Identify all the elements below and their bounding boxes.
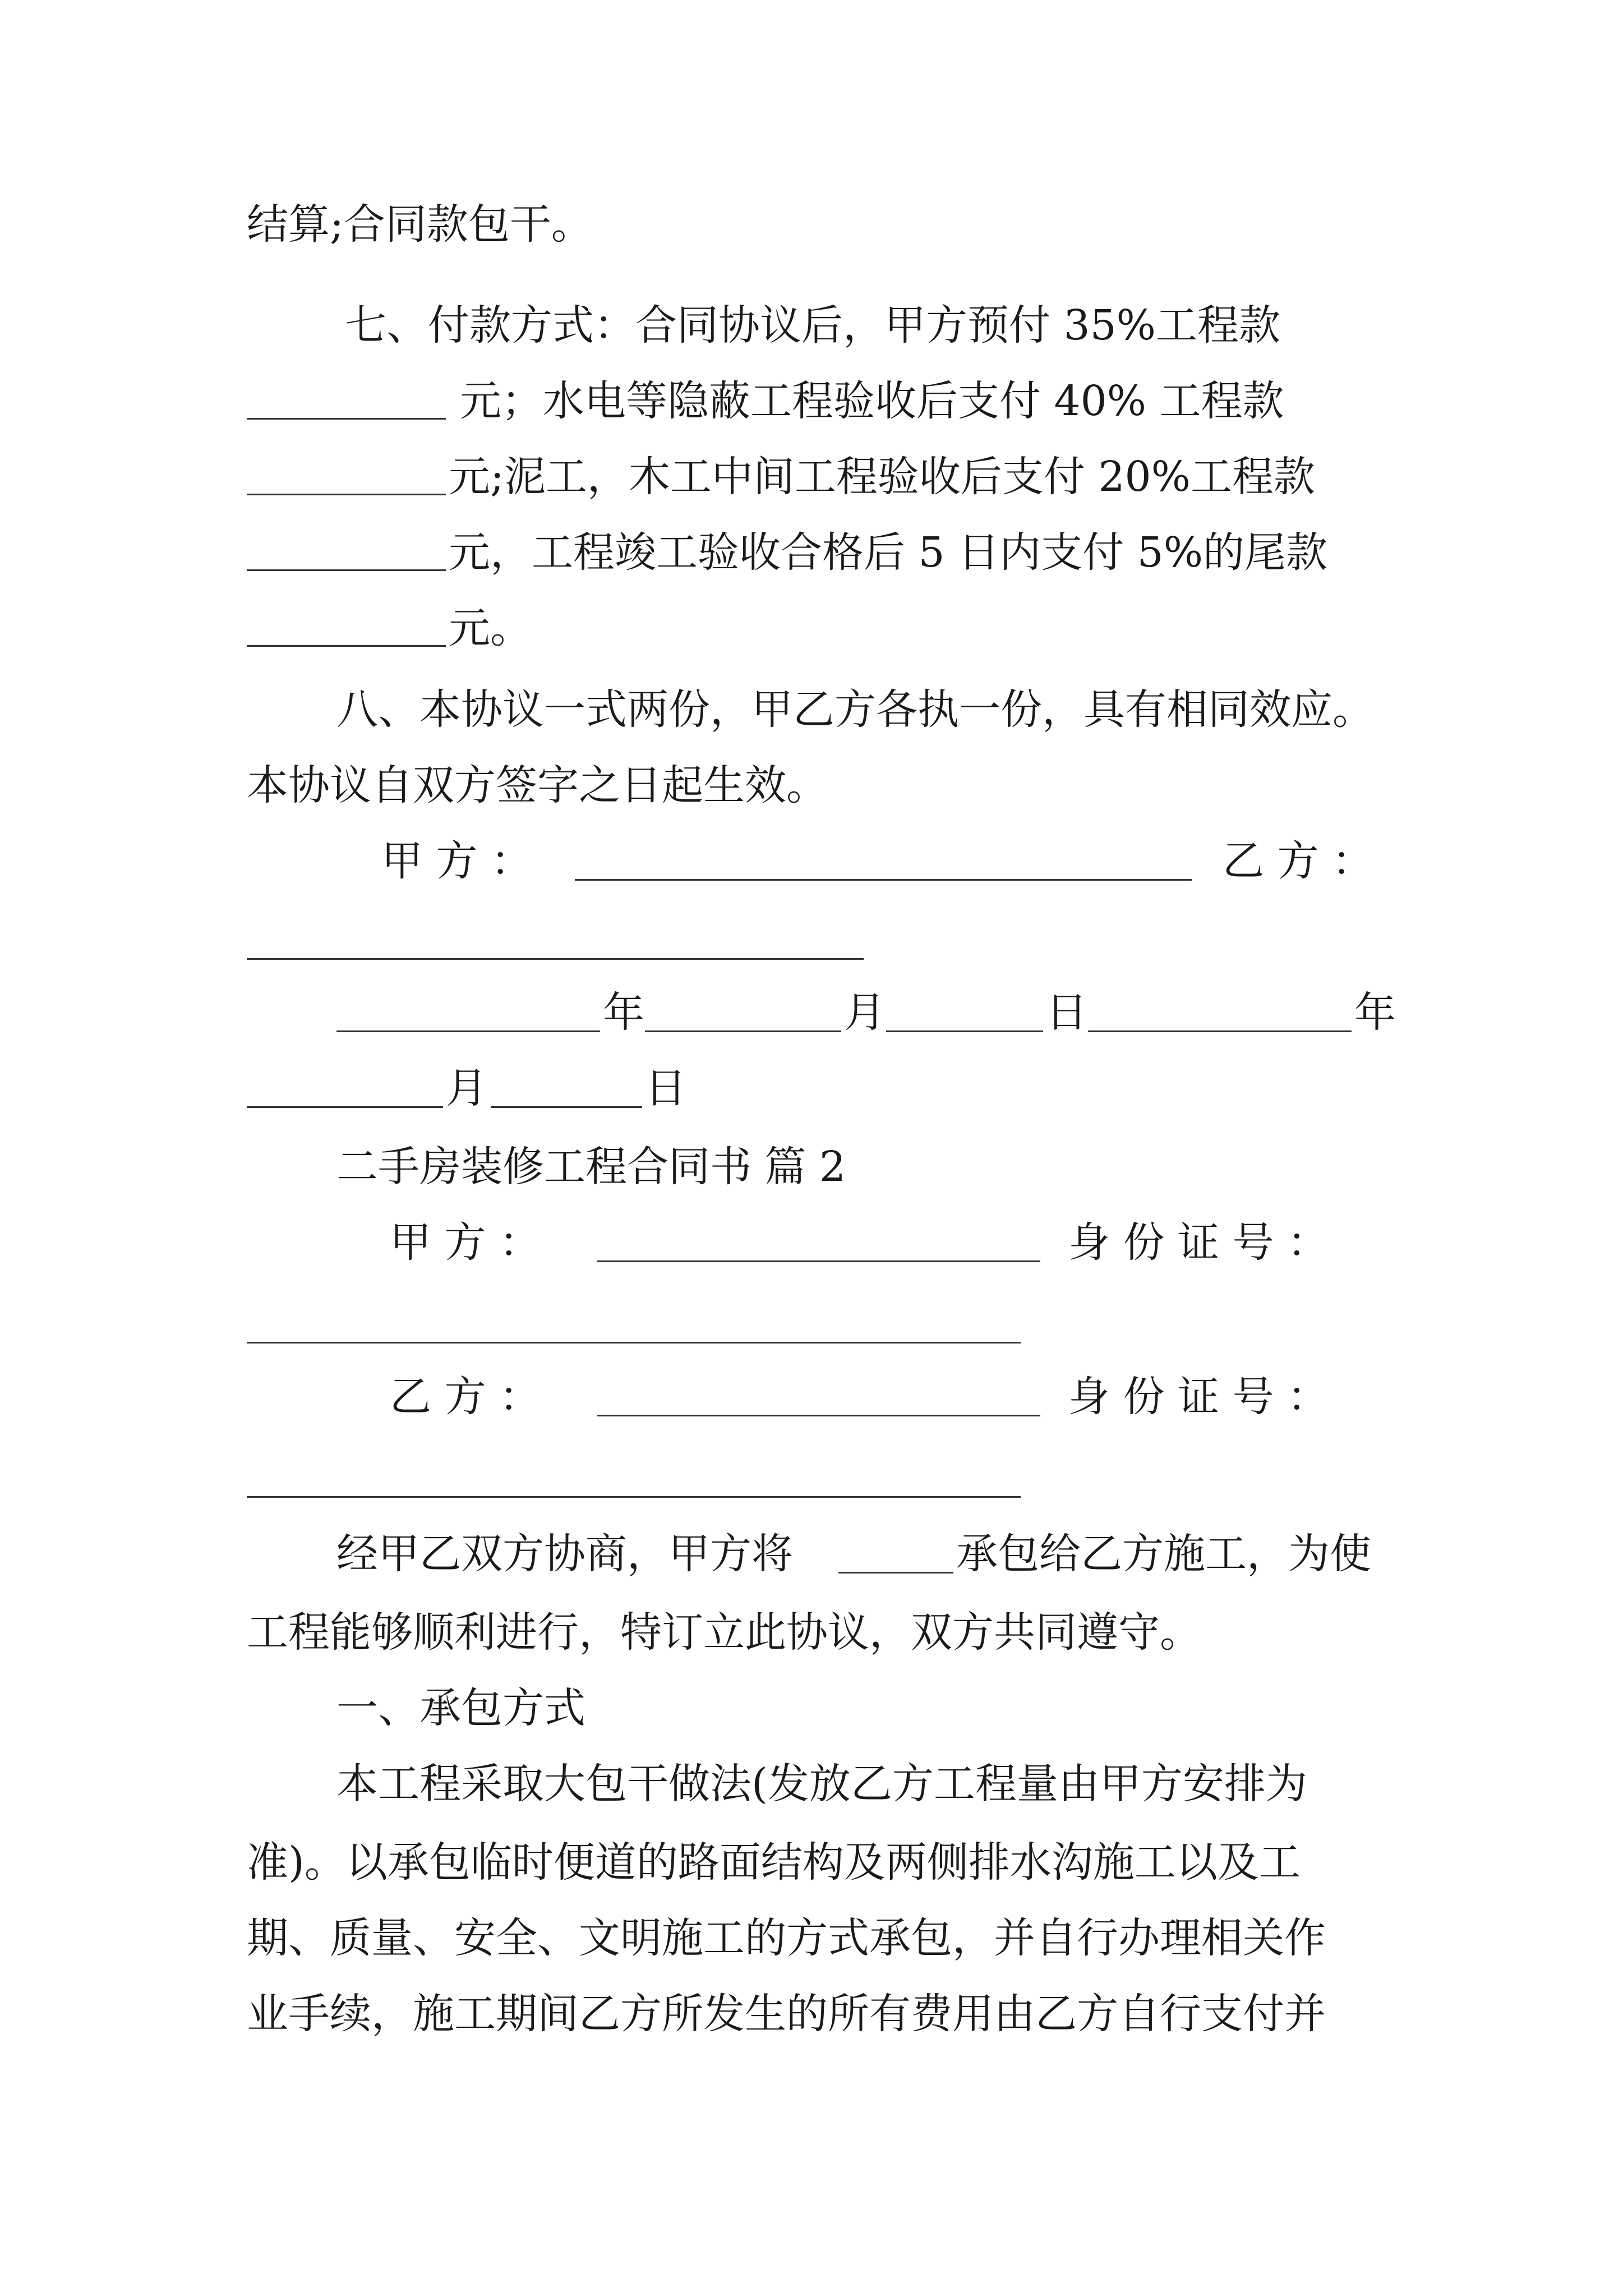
paragraph-text: 期、质量、安全、文明施工的方式承包，并自行办理相关作: [247, 1914, 1326, 1962]
party-b-label: 乙 方 ：: [390, 1373, 541, 1421]
signature-underline: [575, 879, 1192, 881]
paragraph-text: 本协议自双方签字之日起生效。: [247, 761, 828, 809]
text-line: [0, 1604, 1623, 1660]
text-line: [0, 1756, 1623, 1812]
text-line: [0, 757, 1623, 813]
blank-underline: [247, 494, 446, 495]
year-label: 年: [1354, 988, 1396, 1037]
text-line: [0, 1834, 1623, 1890]
section-title: 二手房装修工程合同书 篇 2: [336, 1143, 846, 1191]
paragraph-text: 业手续，施工期间乙方所发生的所有费用由乙方自行支付并: [247, 1990, 1326, 2038]
date-line: [0, 1060, 1623, 1116]
blank-underline: [247, 569, 446, 571]
month-label: 月: [446, 1064, 487, 1112]
paragraph-text: 工程能够顺利进行，特订立此协议，双方共同遵守。: [247, 1608, 1201, 1657]
text-line: [0, 373, 1623, 429]
text-line: [0, 600, 1623, 656]
blank-underline: [247, 645, 446, 647]
text-line: [0, 297, 1623, 353]
paragraph-text: 本工程采取大包干做法(发放乙方工程量由甲方安排为: [336, 1760, 1307, 1808]
blank-underline: [247, 418, 446, 420]
text-line: [0, 1910, 1623, 1966]
party-line: [0, 1214, 1623, 1271]
blank-underline: [491, 1106, 642, 1108]
paragraph-text: 七、付款方式：合同协议后，甲方预付 35%工程款: [345, 301, 1280, 349]
signature-underline: [247, 958, 864, 960]
party-line: [0, 1369, 1623, 1425]
paragraph-text: 元。: [449, 604, 532, 652]
text-line: [0, 449, 1623, 505]
id-number-underline: [247, 1342, 1021, 1343]
paragraph-text: 元；水电等隐蔽工程验收后支付 40% 工程款: [460, 377, 1284, 425]
blank-underline: [247, 1106, 443, 1108]
id-number-label: 身 份 证 号 ：: [1068, 1218, 1329, 1267]
day-label: 日: [645, 1064, 686, 1112]
blank-underline: [886, 1030, 1043, 1032]
month-label: 月: [844, 988, 886, 1037]
party-a-label: 甲 方 ：: [390, 1218, 541, 1267]
paragraph-text: 元，工程竣工验收合格后 5 日内支付 5%的尾款: [449, 528, 1328, 577]
paragraph-text: 经甲乙双方协商，甲方将: [336, 1530, 793, 1578]
heading-line: [0, 1680, 1623, 1736]
section-heading: 一、承包方式: [336, 1684, 585, 1732]
blank-underline: [1088, 1030, 1352, 1032]
paragraph-text: 准)。以承包临时便道的路面结构及两侧排水沟施工以及工: [247, 1838, 1301, 1887]
party-a-underline: [597, 1260, 1040, 1262]
year-label: 年: [603, 988, 644, 1037]
blank-underline: [838, 1572, 953, 1573]
text-line: [0, 524, 1623, 581]
text-line: [0, 682, 1623, 738]
day-label: 日: [1046, 988, 1087, 1037]
text-line: [0, 196, 1623, 252]
id-number-underline: [247, 1496, 1021, 1498]
paragraph-text: 结算;合同款包干。: [247, 200, 593, 249]
text-line: [0, 1526, 1623, 1582]
date-line: [0, 984, 1623, 1041]
party-b-underline: [597, 1415, 1040, 1416]
paragraph-text: 承包给乙方施工，为使: [956, 1530, 1371, 1578]
text-line: [0, 1986, 1623, 2042]
paragraph-text: 八、本协议一式两份，甲乙方各执一份，具有相同效应。: [336, 685, 1374, 734]
id-number-label: 身 份 证 号 ：: [1068, 1373, 1329, 1421]
party-b-label: 乙 方 ：: [1223, 837, 1374, 885]
paragraph-text: 元;泥工，木工中间工程验收后支付 20%工程款: [449, 453, 1315, 501]
section-title-line: [0, 1139, 1623, 1195]
blank-underline: [336, 1030, 600, 1032]
signature-line: [0, 833, 1623, 889]
blank-underline: [645, 1030, 841, 1032]
party-a-label: 甲 方 ：: [381, 837, 533, 885]
